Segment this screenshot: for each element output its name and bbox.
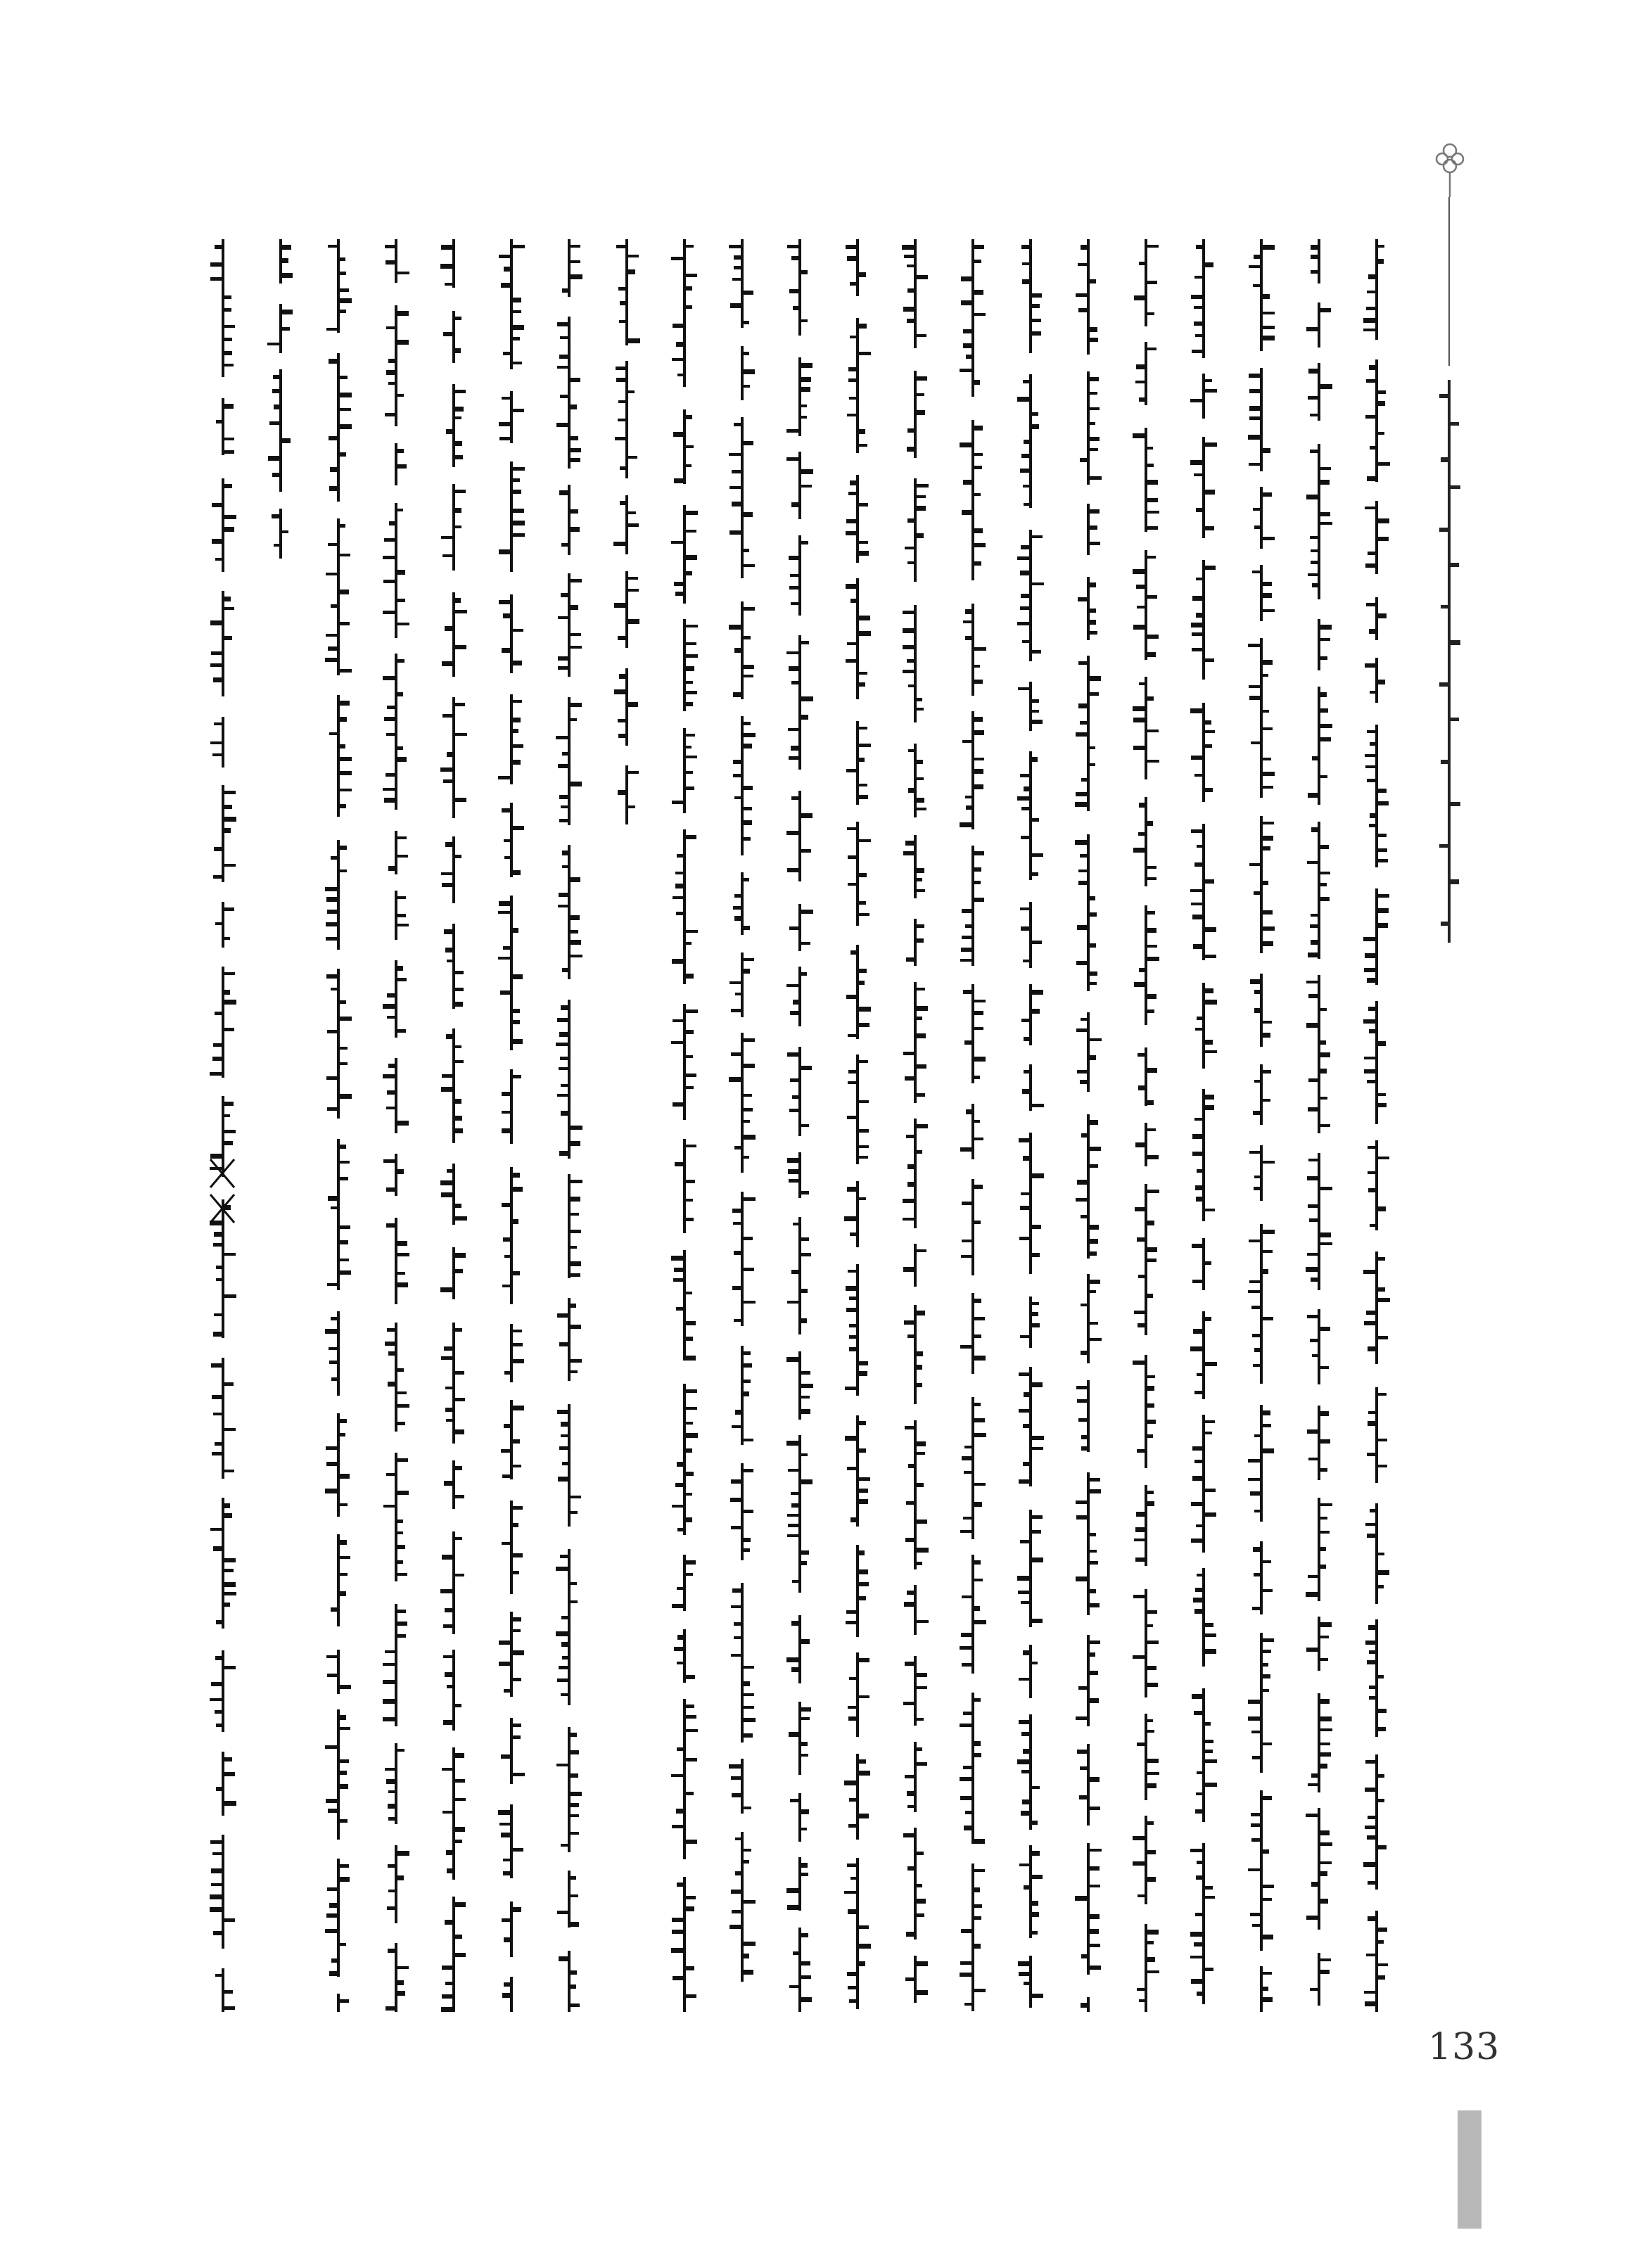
text-column <box>438 239 469 2012</box>
text-column <box>611 239 642 824</box>
text-column <box>1130 239 1161 2012</box>
text-column <box>669 239 700 2012</box>
mongolian-text-line <box>265 239 296 559</box>
text-column <box>1015 239 1046 2012</box>
page-number: 133 <box>1428 2026 1500 2068</box>
mongolian-text-line <box>554 239 585 2012</box>
text-column <box>1304 239 1334 2012</box>
mongolian-text-line <box>1246 239 1277 2012</box>
mongolian-text-line <box>842 239 873 2012</box>
mongolian-text-line <box>1188 239 1219 2012</box>
text-column <box>784 239 815 2012</box>
mongolian-text-line <box>438 239 469 2012</box>
text-column <box>1246 239 1277 2012</box>
mongolian-text-line <box>1361 239 1392 2012</box>
cross-mark-icon <box>205 1154 240 1231</box>
mongolian-text-line <box>1130 239 1161 2012</box>
text-column <box>957 239 988 2012</box>
text-column <box>323 239 354 2012</box>
mongolian-text-line <box>784 239 815 2012</box>
text-column <box>554 239 585 2012</box>
mongolian-text-line <box>900 239 931 2012</box>
text-column <box>496 239 527 2012</box>
mongolian-text-line <box>381 239 412 2012</box>
text-column <box>1188 239 1219 2012</box>
text-column <box>900 239 931 2012</box>
text-column <box>381 239 412 2012</box>
mongolian-text-line <box>727 239 758 2012</box>
knot-ornament-icon <box>1432 141 1467 197</box>
header-rule <box>1448 197 1450 366</box>
running-header <box>1428 141 1470 943</box>
text-column <box>208 239 238 2012</box>
mongolian-text-line <box>1015 239 1046 2012</box>
text-column <box>1073 239 1104 2012</box>
text-column <box>727 239 758 2012</box>
text-column <box>1361 239 1392 2012</box>
mongolian-text-line <box>208 239 238 2012</box>
mongolian-text-line <box>611 239 642 824</box>
header-text-mongolian <box>1432 380 1466 943</box>
thumb-tab <box>1458 2110 1481 2229</box>
mongolian-text-line <box>496 239 527 2012</box>
text-column <box>842 239 873 2012</box>
mongolian-text-line <box>1304 239 1334 2012</box>
cross-marks <box>205 1154 240 1234</box>
text-column <box>265 239 296 559</box>
mongolian-text-line <box>669 239 700 2012</box>
mongolian-text-line <box>323 239 354 2012</box>
mongolian-text-line <box>957 239 988 2012</box>
mongolian-text-line <box>1073 239 1104 2012</box>
